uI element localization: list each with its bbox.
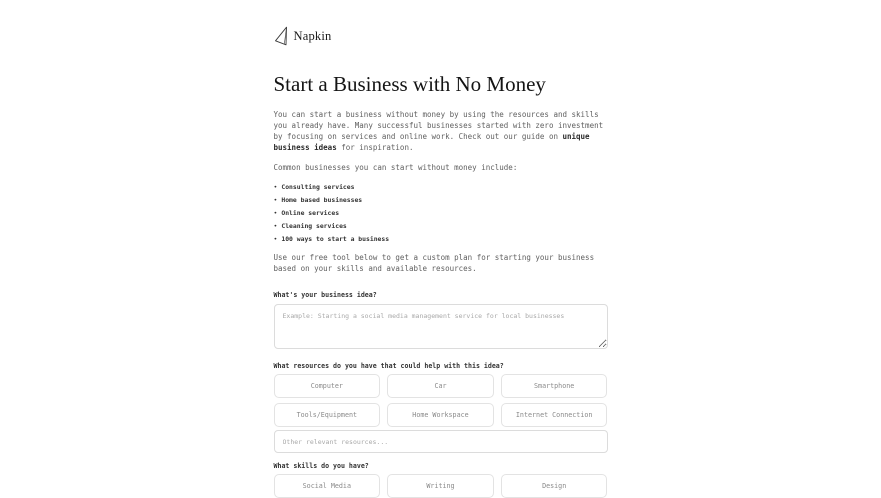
skill-option-button[interactable]: Social Media [274,474,381,498]
business-idea-input[interactable] [274,304,608,349]
resources-label: What resources do you have that could help with this idea? [273,362,504,370]
skills-label: What skills do you have? [273,462,369,470]
tool-intro-paragraph: Use our free tool below to get a custom plan for starting your business based on your skills and available resources. [273,253,595,273]
business-type-label: 100 ways to start a business [281,235,390,243]
business-type-link[interactable] [274,233,608,246]
bullet-icon: • [273,196,278,204]
bullet-icon: • [273,235,278,243]
page-title: Start a Business with No Money [273,72,546,96]
common-businesses-intro: Common businesses you can start without money include: [273,163,518,172]
other-resources-input[interactable] [274,430,608,453]
intro-text-before: You can start a business without money by using the resources and skills you already have. Many successful businesses started with zero investment by focusing on services and online work. Check out our guide on [273,110,604,141]
business-types-list [274,181,608,246]
business-type-link[interactable] [274,194,608,207]
intro-paragraph [274,109,608,153]
business-type-label: Cleaning services [281,222,347,230]
page-container [274,0,608,498]
bullet-icon: • [273,209,278,217]
business-type-label: Consulting services [281,183,355,191]
skill-option-button[interactable]: Writing [387,474,494,498]
intro-text-after: for inspiration. [336,143,414,152]
bullet-icon: • [273,222,278,230]
skill-option-button[interactable]: Design [501,474,608,498]
resource-options-grid [274,374,608,427]
resource-option-button[interactable]: Home Workspace [387,403,494,427]
business-type-link[interactable] [274,220,608,233]
unique-business-ideas-link[interactable]: unique business ideas [273,132,590,152]
bullet-icon: • [273,183,278,191]
resource-option-button[interactable]: Computer [274,374,381,398]
business-type-label: Online services [281,209,340,217]
skill-options-grid [274,474,608,498]
resource-option-button[interactable]: Smartphone [501,374,608,398]
resource-option-button[interactable]: Tools/Equipment [274,403,381,427]
resource-option-button[interactable]: Car [387,374,494,398]
brand-name: Napkin [293,28,332,43]
resource-option-button[interactable]: Internet Connection [501,403,608,427]
business-type-label: Home based businesses [281,196,363,204]
business-type-link[interactable] [274,207,608,220]
napkin-triangle-icon [274,26,288,46]
business-type-link[interactable] [274,181,608,194]
business-idea-label: What's your business idea? [273,291,377,299]
brand-logo[interactable] [274,26,608,46]
